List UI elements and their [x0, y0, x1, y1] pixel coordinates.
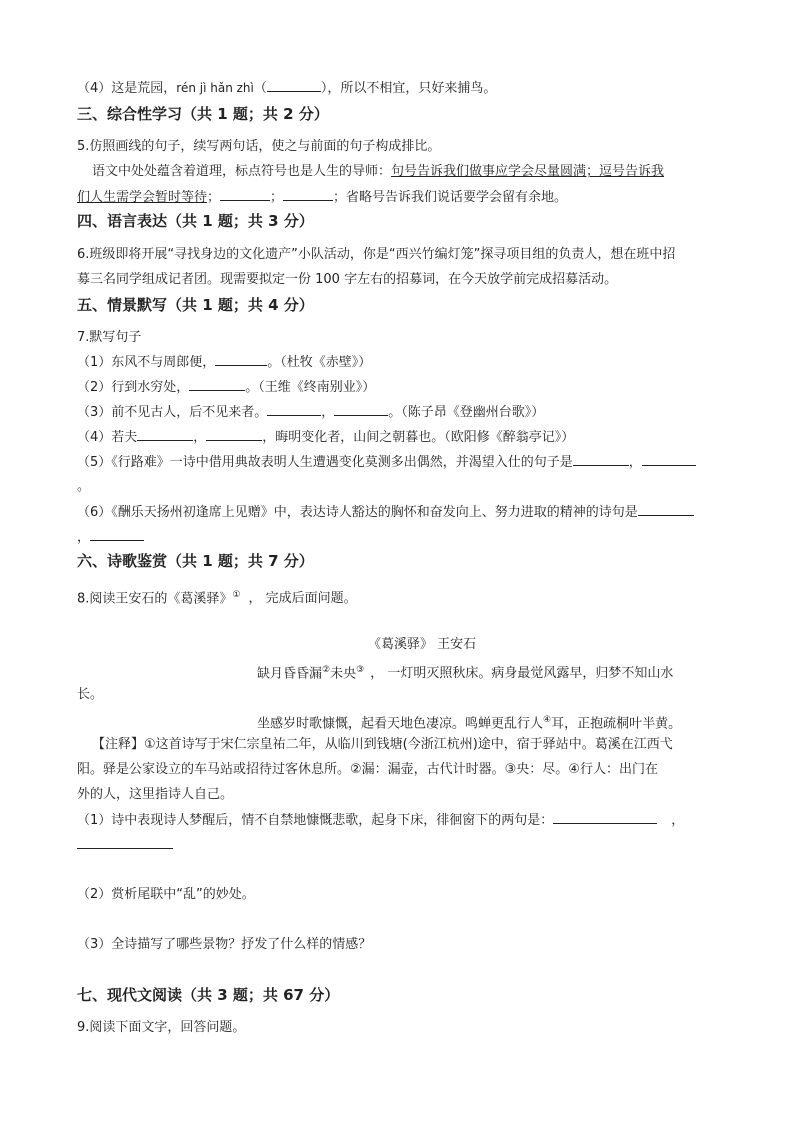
- answer-blank[interactable]: [283, 188, 333, 201]
- answer-blank[interactable]: [90, 528, 144, 541]
- question-8-sub-1: （1）诗中表现诗人梦醒后，情不自禁地慷慨悲歌，起身下床，徘徊窗下的两句是： ，: [77, 813, 685, 828]
- question-8-sub-3: （3）全诗描写了哪些景物？抒发了什么样的情感？: [77, 937, 372, 952]
- answer-blank[interactable]: [638, 503, 694, 516]
- section-3-heading: 三、综合性学习（共 1 题；共 2 分）: [77, 105, 329, 123]
- question-7-item-5-end: 。: [77, 479, 91, 494]
- answer-blank[interactable]: [220, 188, 270, 201]
- question-5-stem: 5.仿照画线的句子，续写两句话，使之与前面的句子构成排比。: [77, 139, 441, 154]
- section-4-heading: 四、语言表达（共 1 题；共 3 分）: [77, 212, 314, 230]
- question-5-passage-line-1: 语文中处处蕴含着道理，标点符号也是人生的导师：句号告诉我们做事应学会尽量圆满；逗号告诉我: [92, 164, 665, 179]
- question-6-line-2: 募三名同学组成记者团。现需要拟定一份 100 字左右的招募词，在今天放学前完成招募活动。: [77, 272, 618, 287]
- question-8-sub-1-end: [77, 836, 173, 855]
- answer-blank[interactable]: [642, 453, 696, 466]
- pinyin-text: rén jì hǎn zhì: [176, 81, 254, 95]
- answer-blank[interactable]: [215, 353, 267, 366]
- question-8-stem: 8.阅读王安石的《葛溪驿》① ， 完成后面问题。: [77, 590, 357, 607]
- answer-blank[interactable]: [267, 403, 321, 416]
- question-9-stem: 9.阅读下面文字，回答问题。: [77, 1020, 246, 1035]
- poem-verse-1-end: 长。: [77, 687, 104, 702]
- underlined-sentence: 句号告诉我们做事应学会尽量圆满；逗号告诉我: [391, 164, 665, 179]
- section-5-heading: 五、情景默写（共 1 题；共 4 分）: [77, 296, 314, 314]
- question-7-item-5: （5）《行路难》一诗中借用典故表明人生遭遇变化莫测多出偶然，并渴望入仕的句子是 ，: [77, 453, 696, 472]
- section-7-heading: 七、现代文阅读（共 3 题；共 67 分）: [77, 986, 340, 1004]
- section-6-heading: 六、诗歌鉴赏（共 1 题；共 7 分）: [77, 552, 314, 570]
- poem-note-line-2: 阳。驿是公家设立的车马站或招待过客休息所。②漏：漏壶，古代计时器。③央：尽。④行人：出门在: [77, 762, 658, 777]
- question-7-item-6: （6）《酬乐天扬州初逢席上见赠》中，表达诗人豁达的胸怀和奋发向上、努力进取的精神的诗句是: [77, 503, 694, 522]
- poem-verse-2: 坐感岁时歌慷慨，起看天地色凄凉。鸣蝉更乱行人④耳，正抱疏桐叶半黄。: [257, 715, 682, 732]
- answer-blank[interactable]: [573, 453, 629, 466]
- poem-verse-1: 缺月昏昏漏②未央③ ， 一灯明灭照秋床。病身最觉风露早，归梦不知山水: [257, 665, 674, 682]
- answer-blank[interactable]: [206, 428, 262, 441]
- answer-blank[interactable]: [334, 403, 388, 416]
- answer-blank[interactable]: [267, 79, 321, 92]
- question-6-line-1: 6.班级即将开展“寻找身边的文化遗产”小队活动，你是“西兴竹编灯笼”探寻项目组的负责人，想在班中招: [77, 247, 676, 262]
- question-5-passage-line-2: 们人生需学会暂时等待； ； ；省略号告诉我们说话要学会留有余地。: [77, 190, 568, 205]
- question-7-item-1: （1）东风不与周郎便， 。（杜牧《赤壁》）: [77, 355, 372, 370]
- question-7-item-6-end: ，: [77, 528, 144, 547]
- poem-note-line-3: 外的人，这里指诗人自己。: [77, 787, 234, 802]
- answer-blank[interactable]: [77, 836, 173, 849]
- underlined-sentence: 们人生需学会暂时等待: [77, 190, 208, 205]
- answer-blank[interactable]: [189, 378, 245, 391]
- question-7-stem: 7.默写句子: [77, 330, 142, 345]
- question-7-item-2: （2）行到水穷处， 。（王维《终南别业》）: [77, 380, 376, 395]
- question-8-sub-2: （2）赏析尾联中“乱”的妙处。: [77, 887, 255, 902]
- question-7-item-4: （4）若夫 ， ，晦明变化者，山间之朝暮也。（欧阳修《醉翁亭记》）: [77, 430, 575, 445]
- poem-title: 《葛溪驿》 王安石: [368, 637, 477, 652]
- question-4-item-4: （4）这是荒园，rén jì hǎn zhì（ ），所以不相宜，只好来捕鸟。: [77, 81, 497, 96]
- question-7-item-3: （3）前不见古人，后不见来者。 ， 。（陈子昂《登幽州台歌》）: [77, 405, 545, 420]
- answer-blank[interactable]: [553, 811, 657, 824]
- poem-note-line-1: 【注释】①这首诗写于宋仁宗皇祐二年，从临川到钱塘(今浙江杭州)途中，宿于驿站中。葛溪在江西弋: [92, 737, 673, 752]
- answer-blank[interactable]: [137, 428, 193, 441]
